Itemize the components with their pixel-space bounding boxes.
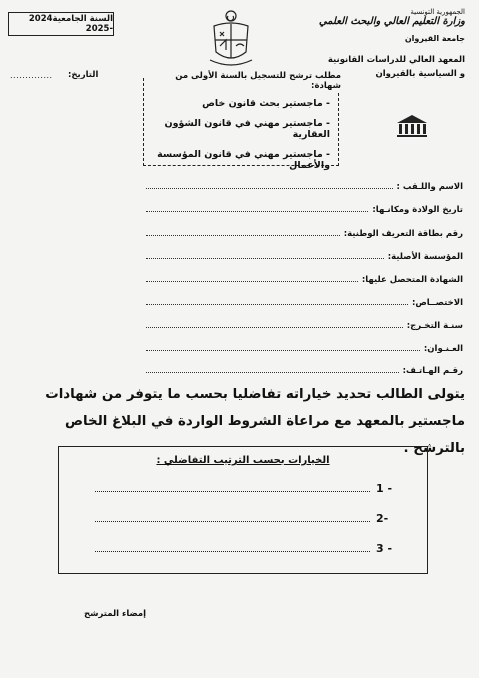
field-label: المؤسسة الأصلية: [387, 252, 463, 262]
field-specialty [146, 294, 463, 308]
degree-option: - ماجستير مهني في قانون الشؤون العقارية [164, 118, 330, 140]
fill-line [146, 235, 340, 236]
institute-logo-icon [395, 114, 429, 138]
field-original-institution [146, 248, 463, 262]
tunisia-coat-of-arms-icon [206, 6, 256, 68]
field-graduation-year [146, 317, 463, 331]
choice-row [95, 541, 392, 555]
fill-line [146, 211, 368, 212]
degree-option: - ماجستير مهني في قانون المؤسسة والأعمال [157, 149, 330, 171]
field-birth-date-place [146, 201, 463, 215]
application-request-box [143, 71, 341, 171]
republic-label: الجمهورية التونسية [410, 8, 465, 16]
field-label: رقم بطاقة التعريف الوطنية: [343, 229, 463, 239]
fill-line [146, 188, 393, 189]
institution-header [315, 8, 465, 79]
institute-name-line2: و السياسية بالقيروان [375, 69, 465, 79]
field-phone [146, 362, 463, 376]
choice-number: 1 - [376, 482, 393, 495]
fill-line [146, 327, 403, 328]
institute-name-line1: المعهد العالي للدراسات القانونية [327, 55, 465, 65]
fill-line [146, 304, 408, 305]
fill-line [95, 491, 370, 492]
choices-title: الخيارات بحسب الترتيب التفاضلي : [156, 455, 330, 466]
candidate-signature-label: إمضاء المترشح [84, 609, 147, 619]
field-degree-obtained [146, 271, 463, 285]
fill-line [95, 551, 370, 552]
choice-row [95, 481, 392, 495]
choice-row [95, 511, 388, 525]
field-address [146, 340, 463, 354]
ministry-label: وزارة التعليم العالي والبحث العلمي [318, 16, 465, 27]
fill-line [146, 258, 384, 259]
field-full-name [146, 178, 463, 192]
choice-number: 3 - [376, 542, 393, 555]
instructions-paragraph: يتولى الطالب تحديد خياراته تفاضليا بحسب ما يتوفر من شهادات ماجستير بالمعهد مع مراعاة الشروط الواردة في البلاغ الخاص بالترشح . [45, 387, 465, 456]
fill-line [146, 350, 420, 351]
field-label: العـنـوان: [423, 344, 463, 354]
field-label: تاريخ الولادة ومكانـها: [372, 205, 463, 215]
fill-line [146, 281, 358, 282]
preference-choices-box [58, 446, 428, 574]
academic-year-box [8, 12, 114, 36]
field-label: الشهادة المتحصل عليها: [361, 275, 463, 285]
field-label: رقـم الهـاتـف: [402, 366, 463, 376]
field-label: الاسم واللـقب : [396, 182, 463, 192]
university-label: جامعة القيروان [404, 34, 465, 43]
request-title: مطلب ترشح للتسجيل بالسنة الأولى من شهادة: [144, 71, 344, 91]
date-fill-line: .............. [10, 71, 53, 80]
field-label: الاختصــاص: [411, 298, 463, 308]
field-label: سنـة التخـرج: [406, 321, 463, 331]
degree-option: - ماجستير بحث قانون خاص [202, 98, 330, 109]
field-national-id [146, 225, 463, 239]
choice-number: 2- [376, 512, 389, 525]
fill-line [95, 521, 370, 522]
date-label: التاريخ: [68, 70, 99, 80]
fill-line [146, 372, 399, 373]
academic-year-label: السنة الجامعية2024 -2025 [28, 14, 113, 34]
